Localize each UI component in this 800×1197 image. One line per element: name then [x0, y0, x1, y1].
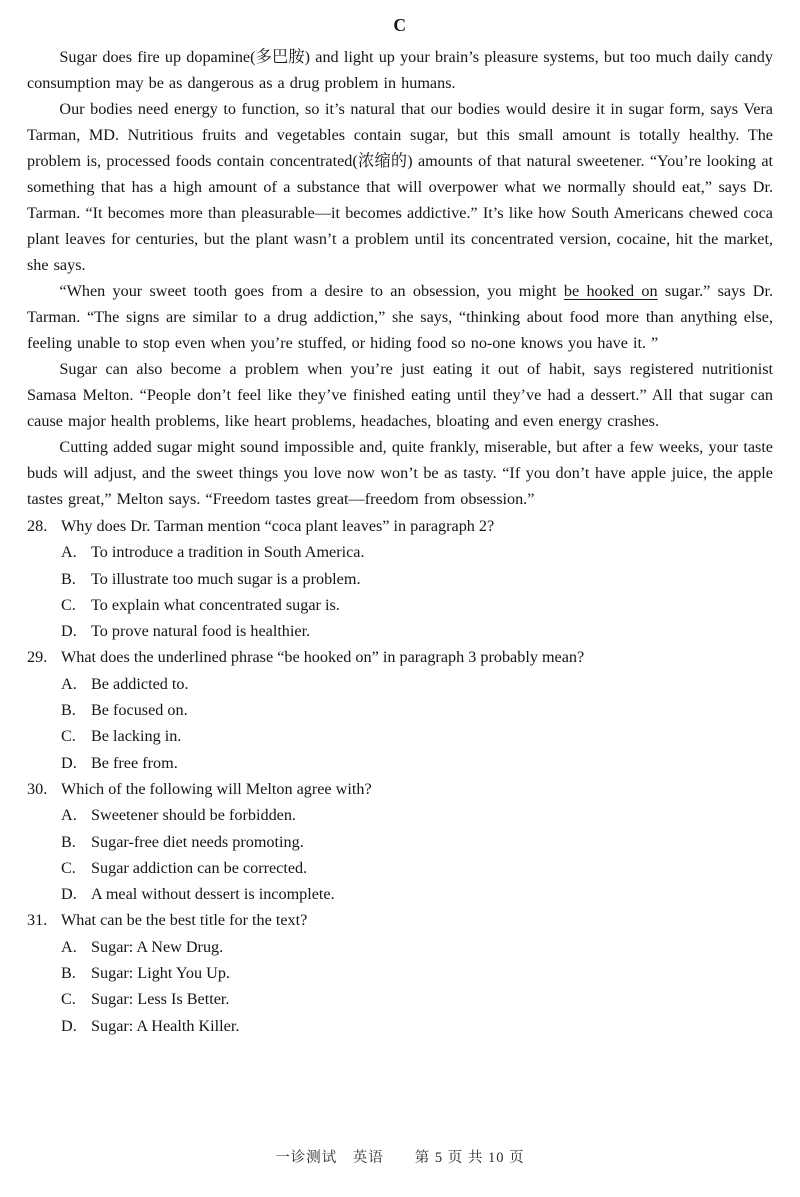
option-label: D.	[61, 622, 77, 641]
question-text: Why does Dr. Tarman mention “coca plant leaves” in paragraph 2?	[61, 517, 495, 535]
section-label: C	[393, 15, 407, 35]
option-text: To illustrate too much sugar is a problem.	[91, 569, 361, 588]
option-30-d	[61, 881, 773, 907]
option-label: C.	[61, 858, 76, 877]
option-29-a	[61, 671, 773, 697]
passage-paragraph-2: Our bodies need energy to function, so it’s natural that our bodies would desire it in sugar form, says Vera Tarman, MD. Nutritious fruits and vegetables contain sugar, but this small amount is totally healthy. The problem is, processed foods contain concentrated(浓缩的) amounts of that natural sweetener. “You’re looking at something that has a high amount of a substance that will overpower what we normally should eat,” says Dr. Tarman. “It becomes more than pleasurable—it becomes addictive.” It’s like how South Americans chewed coca plant leaves for centuries, but the plant wasn’t a problem until its concentrated version, cocaine, hit the market, she says.	[27, 100, 773, 274]
passage-paragraph-5: Cutting added sugar might sound impossible and, quite frankly, miserable, but after a few weeks, your taste buds will adjust, and the sweet things you love now won’t be as tasty. “If you don’t have apple juice, the apple tastes great,” Melton says. “Freedom tastes great—freedom from obsession.”	[27, 438, 773, 508]
question-stem	[27, 776, 773, 802]
option-text: Sugar: Less Is Better.	[91, 990, 230, 1009]
question-28	[27, 513, 773, 644]
reading-passage	[27, 44, 773, 512]
option-29-d	[61, 750, 773, 776]
option-text: Sugar addiction can be corrected.	[91, 858, 308, 877]
question-stem	[27, 907, 773, 933]
question-31	[27, 907, 773, 1038]
option-30-c	[61, 855, 773, 881]
option-label: A.	[61, 937, 77, 956]
option-text: Sugar: A Health Killer.	[91, 1016, 240, 1035]
option-29-c	[61, 723, 773, 749]
option-text: Sugar: A New Drug.	[91, 937, 224, 956]
option-text: To explain what concentrated sugar is.	[91, 595, 340, 614]
option-label: A.	[61, 674, 77, 693]
page-footer: 一诊测试 英语 第 5 页 共 10 页	[275, 1150, 525, 1166]
question-number: 31.	[27, 911, 48, 930]
option-29-b	[61, 697, 773, 723]
question-30	[27, 776, 773, 907]
question-number: 30.	[27, 779, 48, 798]
option-group	[27, 802, 773, 907]
paragraph-3-text-after: sugar.” says Dr. Tarman. “The signs are similar to a drug addiction,” she says, “thinking about food more than anything else, feeling unable to stop even when you’re stuffed, or hiding food so no-one knows you have it. ”	[27, 282, 774, 352]
question-number: 29.	[27, 648, 48, 667]
option-text: To introduce a tradition in South America.	[91, 543, 365, 562]
option-30-a	[61, 802, 773, 828]
question-text: Which of the following will Melton agree with?	[61, 779, 372, 798]
option-label: D.	[61, 1016, 77, 1035]
option-group	[27, 671, 773, 776]
option-label: D.	[61, 885, 77, 904]
option-30-b	[61, 829, 773, 855]
underlined-phrase: be hooked on	[563, 282, 658, 300]
option-text: To prove natural food is healthier.	[91, 622, 311, 641]
passage-paragraph-1: Sugar does fire up dopamine(多巴胺) and light up your brain’s pleasure systems, but too much daily candy consumption may be as dangerous as a drug problem in humans.	[27, 48, 773, 92]
option-text: Be lacking in.	[91, 727, 182, 746]
option-group	[27, 539, 773, 644]
passage-paragraph-3	[27, 278, 773, 356]
option-label: C.	[61, 990, 76, 1009]
option-label: B.	[61, 964, 76, 983]
option-label: A.	[61, 806, 77, 825]
question-29	[27, 644, 773, 775]
option-31-c	[61, 986, 773, 1012]
option-31-a	[61, 934, 773, 960]
option-31-b	[61, 960, 773, 986]
option-label: C.	[61, 595, 76, 614]
question-list	[27, 513, 773, 1039]
question-text: What can be the best title for the text?	[61, 911, 308, 930]
option-28-a	[61, 539, 773, 565]
question-number: 28.	[27, 517, 48, 535]
option-text: A meal without dessert is incomplete.	[91, 885, 335, 904]
option-text: Be addicted to.	[91, 674, 189, 693]
question-stem	[27, 644, 773, 670]
option-label: A.	[61, 543, 77, 562]
option-text: Be free from.	[91, 753, 178, 772]
option-label: B.	[61, 569, 76, 588]
option-text: Sweetener should be forbidden.	[91, 806, 296, 825]
question-text: What does the underlined phrase “be hooked on” in paragraph 3 probably mean?	[61, 648, 585, 667]
option-label: B.	[61, 701, 76, 720]
option-28-b	[61, 566, 773, 592]
question-stem	[27, 513, 773, 539]
option-label: D.	[61, 753, 77, 772]
option-28-c	[61, 592, 773, 618]
option-31-d	[61, 1013, 773, 1039]
option-label: B.	[61, 832, 76, 851]
option-28-d	[61, 618, 773, 644]
passage-paragraph-4: Sugar can also become a problem when you’re just eating it out of habit, says registered nutritionist Samasa Melton. “People don’t feel like they’ve finished eating until they’ve had a dessert.” All that sugar can cause major health problems, like heart problems, headaches, bloating and even energy crashes.	[27, 360, 773, 430]
option-text: Sugar: Light You Up.	[91, 964, 230, 983]
paragraph-3-text-before: “When your sweet tooth goes from a desire to an obsession, you might	[59, 282, 564, 300]
option-text: Be focused on.	[91, 701, 188, 720]
option-text: Sugar-free diet needs promoting.	[91, 832, 304, 851]
option-group	[27, 934, 773, 1039]
option-label: C.	[61, 727, 76, 746]
